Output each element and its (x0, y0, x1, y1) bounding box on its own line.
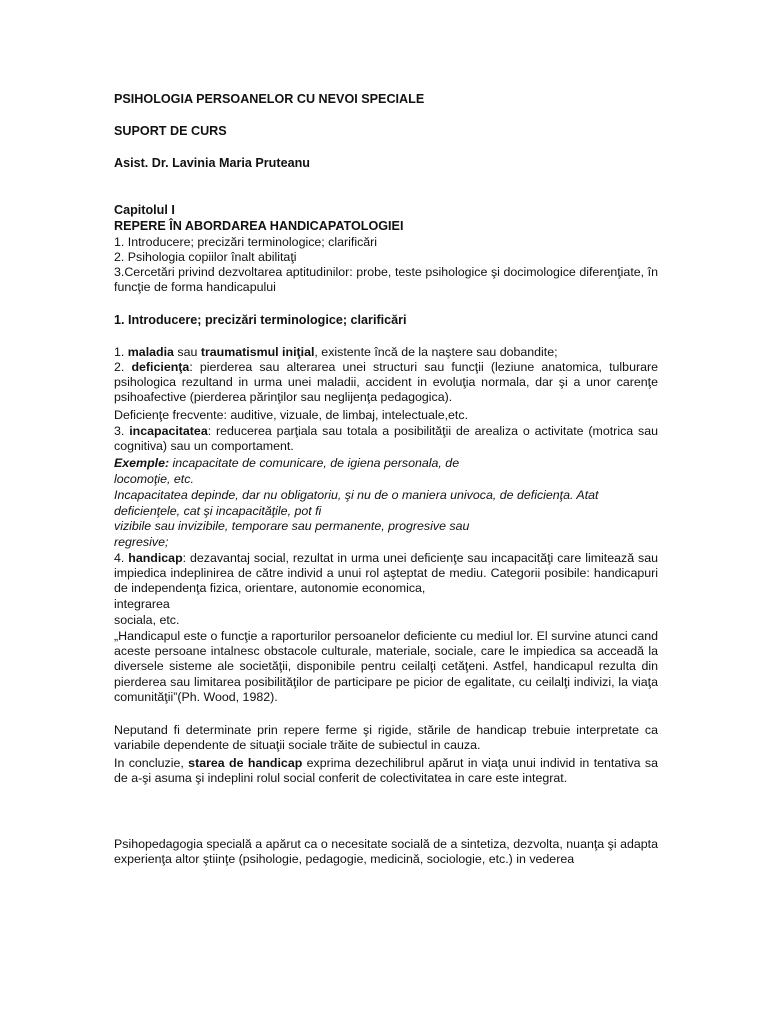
examples-text: incapacitate de comunicare, de igiena personala, de (169, 456, 460, 470)
term-traumatismul: traumatismul iniţial (200, 345, 315, 359)
term-starea-de-handicap: starea de handicap (188, 756, 303, 770)
italic-line-2: deficienţele, cat şi incapacităţile, pot fi (114, 504, 322, 518)
item-number: 4. (114, 551, 129, 565)
author-line: Asist. Dr. Lavinia Maria Pruteanu (114, 156, 310, 170)
list-item-maladia (114, 345, 658, 360)
item-connector: sau (173, 345, 201, 359)
item-text: , existente încă de la naştere sau dobandite; (314, 345, 558, 359)
item-text: : reducerea parţiala sau totala a posibilităţii de arealiza o activitate (motrica sau cognitiva) sau un comportament. (114, 424, 658, 454)
italic-line-1: Incapacitatea depinde, dar nu obligatoriu, şi nu de o maniera univoca, de deficienţa. Atat (114, 488, 599, 502)
toc-item-3: 3.Cercetări privind dezvoltarea aptitudinilor: probe, teste psihologice şi docimologice diferenţiate, în funcţie de forma handicapului (114, 265, 658, 295)
chapter-heading: REPERE ÎN ABORDAREA HANDICAPATOLOGIEI (114, 219, 404, 233)
list-item-deficienta (114, 360, 658, 406)
conclusion-intro: In concluzie, (114, 756, 189, 770)
quote-wood: „Handicapul este o funcţie a raporturilor persoanelor deficiente cu mediul lor. El survine atunci cand aceste persoane intalnesc obstacole culturale, materiale, sociale, care le impiedica sa acceadă la diversele sisteme ale societăţii, disponibile pentru ceilalţi cetăţeni. Astfel, handicapul rezulta din pierderea sau limitarea posibilităţilor de participare pe picior de egalitate, cu ceilalţi indivizi, la viaţa comunităţii”(Ph. Wood, 1982). (114, 629, 658, 704)
term-deficienta: deficienţa (131, 360, 190, 374)
toc-item-2: 2. Psihologia copiilor înalt abilitaţi (114, 250, 297, 264)
item-number: 2. (114, 360, 132, 374)
conclusion-text: exprima dezechilibrul apărut in viaţa unui individ in tentativa sa de a-şi asuma şi indeplini rolul social conferit de colectivitatea in care este integrat. (114, 756, 658, 786)
list-item-handicap (114, 551, 658, 597)
italic-line-3: vizibile sau invizibile, temporare sau permanente, progresive sau (114, 519, 470, 533)
item-number: 3. (114, 424, 130, 438)
paragraph-psihopedagogia: Psihopedagogia specială a apărut ca o necesitate socială de a sintetiza, dezvolta, nuanţa şi adapta experienţa altor ştiinţe (psihologie, pedagogie, medicină, sociologie, etc.) in vederea (114, 837, 658, 867)
examples-label: Exemple: (114, 456, 170, 470)
item-text: : pierderea sau alterarea unei structuri sau funcţii (leziune anatomica, tulburare psihologica rezultand in urma unei maladii, accident in evoluţia normala, dar şi a unor carenţe psihoafective (pierderea părinţilor sau neglijenţa pedagogica). (114, 360, 658, 405)
paragraph-conclusion (114, 756, 658, 786)
examples-line (114, 456, 658, 471)
section-heading: 1. Introducere; precizări terminologice; clarificări (114, 313, 407, 327)
list-item-incapacitatea (114, 424, 658, 454)
document-subtitle: SUPORT DE CURS (114, 124, 227, 138)
line-integrarea: integrarea (114, 597, 170, 611)
chapter-label: Capitolul I (114, 203, 175, 217)
item-number: 1. (114, 345, 128, 359)
term-handicap: handicap (128, 551, 183, 565)
term-maladia: maladia (127, 345, 174, 359)
deficiente-frecvente: Deficienţe frecvente: auditive, vizuale, de limbaj, intelectuale,etc. (114, 408, 469, 422)
toc-item-1: 1. Introducere; precizări terminologice; clarificări (114, 235, 378, 249)
line-sociala: sociala, etc. (114, 613, 180, 627)
term-incapacitatea: incapacitatea (129, 424, 208, 438)
italic-line-4: regresive; (114, 535, 169, 549)
document-title: PSIHOLOGIA PERSOANELOR CU NEVOI SPECIALE (114, 92, 425, 106)
examples-continuation: locomoţie, etc. (114, 472, 194, 486)
item-text: : dezavantaj social, rezultat in urma unei deficienţe sau incapacităţi care limitează sau impiedica indeplinirea de către individ a unui rol aşteptat de mediu. Categorii posibile: handicapuri de independenţa fizica, orientare, autonomie economica, (114, 551, 658, 596)
paragraph-neputand: Neputand fi determinate prin repere ferme şi rigide, stările de handicap trebuie interpretate ca variabile dependente de situaţii sociale trăite de subiectul in cauza. (114, 723, 658, 753)
